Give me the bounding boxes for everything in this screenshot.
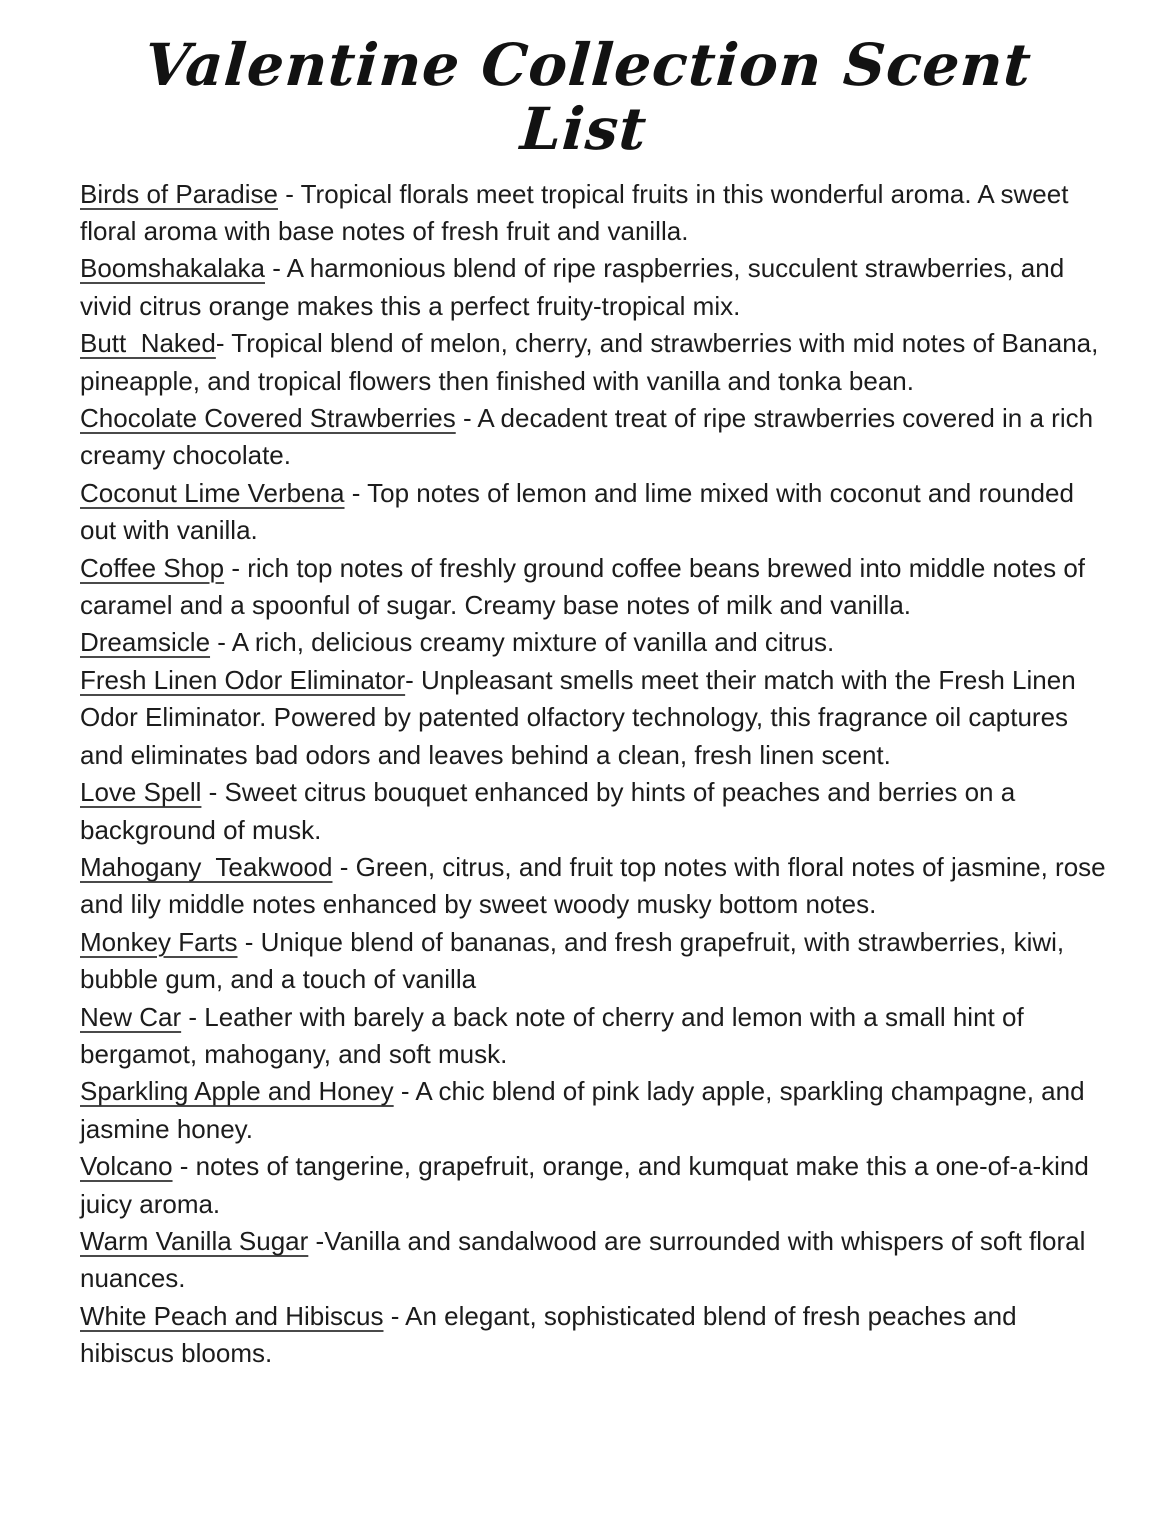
scent-entry <box>80 400 1112 475</box>
scent-description: - Tropical blend of melon, cherry, and strawberries with mid notes of Banana, pineapple, and tropical flowers then finished with vanilla and tonka bean. <box>80 328 1106 396</box>
scent-entry <box>80 849 1112 924</box>
scent-name: Volcano <box>80 1151 173 1182</box>
scent-name: New Car <box>80 1001 182 1032</box>
scent-description: - Leather with barely a back note of cherry and lemon with a small hint of bergamot, mahogany, and soft musk. <box>80 1001 1031 1069</box>
scent-entry <box>80 624 1112 661</box>
scent-description: -Vanilla and sandalwood are surrounded with whispers of soft floral nuances. <box>80 1225 1093 1294</box>
scent-entry <box>80 924 1112 999</box>
scent-description: - A rich, delicious creamy mixture of vanilla and citrus. <box>210 627 835 658</box>
scent-description: - notes of tangerine, grapefruit, orange, and kumquat make this a one-of-a-kind juicy aroma. <box>80 1151 1097 1219</box>
scent-description: - Sweet citrus bouquet enhanced by hints of peaches and berries on a background of musk. <box>80 777 1023 845</box>
scent-description: - rich top notes of freshly ground coffee beans brewed into middle notes of caramel and a spoonful of sugar. Creamy base notes of milk and vanilla. <box>80 552 1093 621</box>
scent-entry <box>80 475 1112 550</box>
scent-entry <box>80 1073 1112 1148</box>
scent-description: - A harmonious blend of ripe raspberries, succulent strawberries, and vivid citrus orange makes this a perfect fruity-tropical mix. <box>80 253 1072 321</box>
scent-name: Butt Naked <box>80 328 216 359</box>
scent-description: - Green, citrus, and fruit top notes with floral notes of jasmine, rose and lily middle notes enhanced by sweet woody musky bottom notes. <box>80 851 1113 920</box>
scent-description: - Unpleasant smells meet their match with the Fresh Linen Odor Eliminator. Powered by patented olfactory technology, this fragrance oil captures and eliminates bad odors and leaves behind a clean, fresh linen scent. <box>80 664 1083 770</box>
scent-description: - Tropical florals meet tropical fruits in this wonderful aroma. A sweet floral aroma with base notes of fresh fruit and vanilla. <box>80 178 1076 246</box>
page-title: Valentine Collection Scent List <box>142 31 1034 163</box>
scent-description: - A chic blend of pink lady apple, sparkling champagne, and jasmine honey. <box>80 1076 1092 1144</box>
scent-entry <box>80 1298 1112 1373</box>
scent-entry <box>80 176 1112 251</box>
scent-name: White Peach and Hibiscus <box>80 1300 384 1331</box>
scent-name: Chocolate Covered Strawberries <box>80 403 456 434</box>
scent-entry <box>80 325 1112 400</box>
scent-name: Coffee Shop <box>80 552 225 583</box>
scent-name: Boomshakalaka <box>80 253 265 284</box>
scent-entry <box>80 774 1112 849</box>
scent-entry <box>80 999 1112 1074</box>
scent-name: Monkey Farts <box>80 926 238 957</box>
scent-name: Sparkling Apple and Honey <box>80 1076 394 1107</box>
scent-entry <box>80 1223 1112 1298</box>
scent-entry <box>80 1148 1112 1223</box>
scent-list <box>80 176 1112 1373</box>
scent-name: Love Spell <box>80 777 202 808</box>
scent-description: - A decadent treat of ripe strawberries covered in a rich creamy chocolate. <box>80 403 1101 471</box>
scent-name: Birds of Paradise <box>80 178 278 209</box>
scent-name: Dreamsicle <box>80 627 211 658</box>
scent-name: Coconut Lime Verbena <box>80 477 345 508</box>
scent-description: - An elegant, sophisticated blend of fresh peaches and hibiscus blooms. <box>80 1300 1024 1369</box>
scent-description: - Unique blend of bananas, and fresh grapefruit, with strawberries, kiwi, bubble gum, and a touch of vanilla <box>80 926 1072 995</box>
scent-name: Mahogany Teakwood <box>80 851 333 882</box>
scent-name: Warm Vanilla Sugar <box>80 1225 309 1256</box>
scent-description: - Top notes of lemon and lime mixed with coconut and rounded out with vanilla. <box>80 477 1082 546</box>
scent-name: Fresh Linen Odor Eliminator <box>80 664 406 695</box>
scent-entry <box>80 550 1112 625</box>
scent-entry <box>80 250 1112 325</box>
scent-entry <box>80 662 1112 774</box>
